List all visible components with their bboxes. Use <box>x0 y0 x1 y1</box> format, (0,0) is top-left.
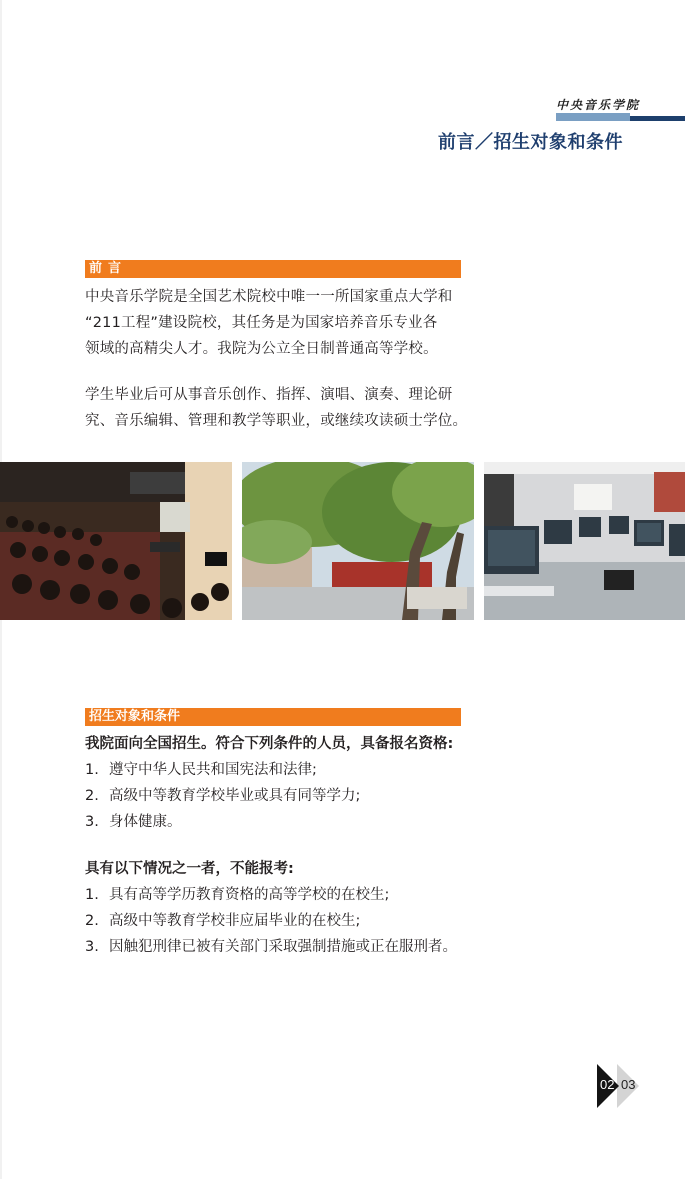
page-numbers <box>597 1064 647 1108</box>
photo-campus-trees <box>242 462 474 620</box>
list-item-text: 具有高等学历教育资格的高等学校的在校生; <box>109 887 390 903</box>
list-item-number: 2. <box>85 788 99 804</box>
list-item-text: 高级中等教育学校毕业或具有同等学力; <box>109 788 361 804</box>
section-heading-label: 招生对象和条件 <box>89 709 181 724</box>
list-item <box>85 809 360 835</box>
preface-paragraph-1 <box>85 284 485 362</box>
list-item <box>85 908 457 934</box>
page-title: 前言／招生对象和条件 <box>438 132 623 153</box>
ineligibility-list <box>85 882 457 960</box>
list-item-text: 因触犯刑律已被有关部门采取强制措施或正在服刑者。 <box>109 939 457 955</box>
list-item-number: 3. <box>85 814 99 830</box>
header-bar-dark <box>630 116 685 121</box>
photo-computer-lab <box>484 462 685 620</box>
eligibility-list <box>85 757 360 835</box>
header-bar-light <box>556 113 630 121</box>
list-item <box>85 934 457 960</box>
list-item-number: 1. <box>85 762 99 778</box>
photo-lecture-hall <box>0 462 232 620</box>
school-logo: 中央音乐学院 <box>556 98 641 112</box>
list-item-number: 1. <box>85 887 99 903</box>
text-line: 中央音乐学院是全国艺术院校中唯一一所国家重点大学和 <box>85 289 453 305</box>
section-heading-preface <box>85 260 461 278</box>
list-item-text: 高级中等教育学校非应届毕业的在校生; <box>109 913 361 929</box>
list-item <box>85 783 360 809</box>
list-item-text: 身体健康。 <box>109 814 182 830</box>
list-item-text: 遵守中华人民共和国宪法和法律; <box>109 762 317 778</box>
text-line: 究、音乐编辑、管理和教学等职业，或继续攻读硕士学位。 <box>85 413 468 429</box>
text-line: 领域的高精尖人才。我院为公立全日制普通高等学校。 <box>85 341 438 357</box>
text-line: 学生毕业后可从事音乐创作、指挥、演唱、演奏、理论研 <box>85 387 453 403</box>
section-heading-label: 前言 <box>89 261 128 276</box>
page-number-right: 03 <box>621 1077 636 1092</box>
ineligibility-intro: 具有以下情况之一者，不能报考: <box>85 861 294 877</box>
list-item-number: 2. <box>85 913 99 929</box>
text-line: “211工程”建设院校，其任务是为国家培养音乐专业各 <box>85 315 438 331</box>
list-item <box>85 882 457 908</box>
page-number-left: 02 <box>600 1077 615 1092</box>
eligibility-intro: 我院面向全国招生。符合下列条件的人员，具备报名资格: <box>85 736 454 752</box>
section-heading-admission <box>85 708 461 726</box>
list-item-number: 3. <box>85 939 99 955</box>
preface-paragraph-2 <box>85 382 485 434</box>
list-item <box>85 757 360 783</box>
